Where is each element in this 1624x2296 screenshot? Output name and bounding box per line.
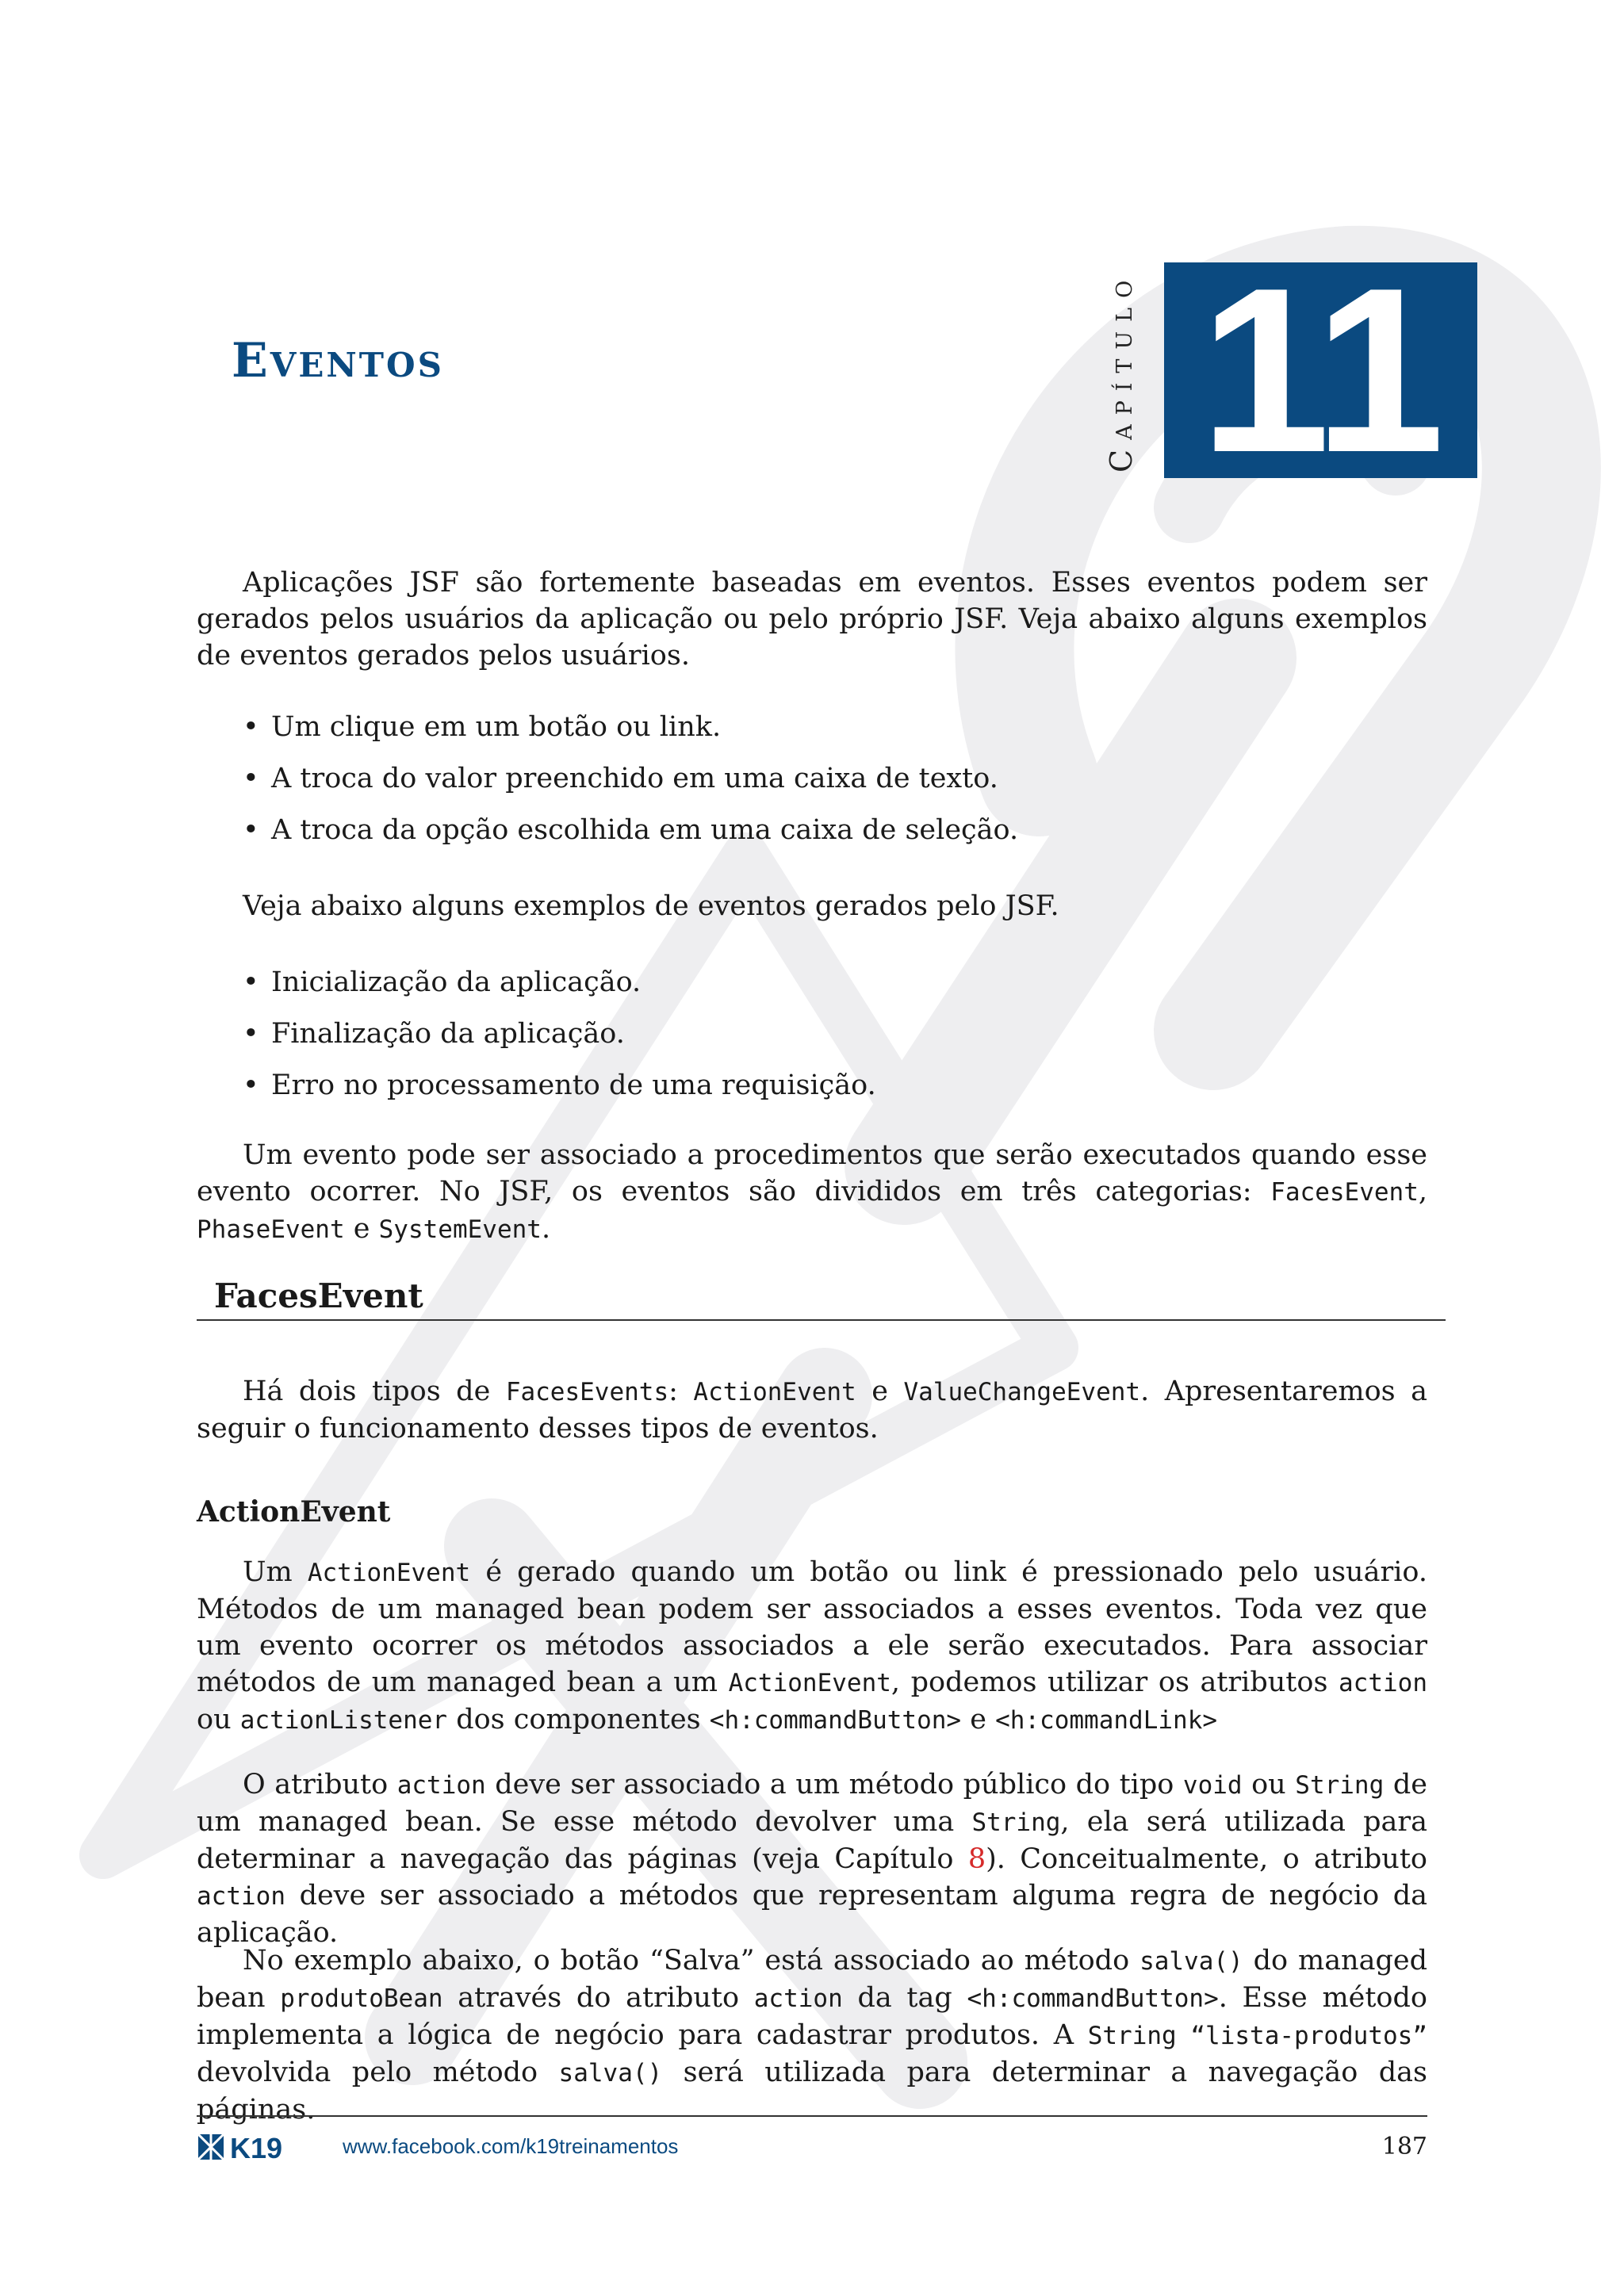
- section-heading-facesevent: [197, 1275, 1446, 1321]
- list-item-text: Finalização da aplicação.: [271, 1018, 625, 1050]
- intro-paragraph-3: Um evento pode ser associado a procedimentos que serão executados quando esse evento ocorrer. No JSF, os eventos são divididos em três categorias: FacesEvent, PhaseEvent e SystemEvent.: [197, 1139, 1427, 1245]
- list-item-text: A troca do valor preenchido em uma caixa de texto.: [271, 763, 998, 794]
- chapter-title: Eventos: [232, 333, 444, 388]
- list-item: [243, 709, 1018, 760]
- bullet-icon: •: [243, 966, 259, 998]
- bullet-icon: •: [243, 711, 259, 743]
- jsf-events-list: [243, 964, 876, 1119]
- svg-text:K19: K19: [230, 2133, 283, 2161]
- actionevent-paragraph-1: Um ActionEvent é gerado quando um botão ou link é pressionado pelo usuário. Métodos de um managed bean podem ser associados a esses eventos. Toda vez que um evento ocorrer os métodos associados a ele serão executados. Para associar métodos de um managed bean a um ActionEvent, podemos utilizar os atributos action ou actionListener dos componentes <h:commandButton> e <h:commandLink>: [197, 1556, 1427, 1735]
- list-item: [243, 1067, 876, 1119]
- footer-divider: [197, 2115, 1427, 2117]
- list-item-text: Inicialização da aplicação.: [271, 966, 642, 998]
- list-item: [243, 760, 1018, 812]
- list-item-text: Erro no processamento de uma requisição.: [271, 1070, 876, 1101]
- intro-paragraph-1: Aplicações JSF são fortemente baseadas em eventos. Esses eventos podem ser gerados pelos usuários da aplicação ou pelo próprio JSF. Veja abaixo alguns exemplos de eventos gerados pelos usuários.: [197, 567, 1427, 672]
- bullet-icon: •: [243, 1070, 259, 1101]
- bullet-icon: •: [243, 1018, 259, 1050]
- k19-logo: [198, 2133, 317, 2161]
- list-item-text: A troca da opção escolhida em uma caixa de seleção.: [271, 814, 1019, 846]
- list-item-text: Um clique em um botão ou link.: [271, 711, 722, 743]
- chapter-label: Capítulo: [1104, 270, 1139, 473]
- list-item: [243, 1016, 876, 1067]
- actionevent-paragraph-2: O atributo action deve ser associado a um método público do tipo void ou String de um managed bean. Se esse método devolver uma String, ela será utilizada para determinar a navegação das páginas (veja Capítulo 8). Conceitualmente, o atributo action deve ser associado a métodos que representam alguma regra de negócio da aplicação.: [197, 1769, 1427, 1949]
- chapter-reference-link[interactable]: 8: [967, 1843, 986, 1875]
- list-item: [243, 812, 1018, 863]
- section-heading-text: FacesEvent: [214, 1276, 423, 1315]
- actionevent-paragraph-3: No exemplo abaixo, o botão “Salva” está associado ao método salva() do managed bean produtoBean através do atributo action da tag <h:commandButton>. Esse método implementa a lógica de negócio para cadastrar produtos. A String “lista-produtos” devolvida pelo método salva() será utilizada para determinar a navegação das páginas.: [197, 1945, 1427, 2126]
- bullet-icon: •: [243, 763, 259, 794]
- page-number: 187: [1381, 2133, 1427, 2160]
- chapter-number: 11: [1164, 262, 1477, 478]
- footer-facebook-link[interactable]: www.facebook.com/k19treinamentos: [343, 2134, 679, 2158]
- list-item: [243, 964, 876, 1016]
- facesevent-paragraph: Há dois tipos de FacesEvents: ActionEvent e ValueChangeEvent. Apresentaremos a seguir o funcionamento desses tipos de eventos.: [197, 1376, 1427, 1445]
- subsection-heading-actionevent: ActionEvent: [197, 1495, 391, 1529]
- user-events-list: [243, 709, 1018, 863]
- bullet-icon: •: [243, 814, 259, 846]
- intro-paragraph-2: Veja abaixo alguns exemplos de eventos gerados pelo JSF.: [243, 890, 1059, 922]
